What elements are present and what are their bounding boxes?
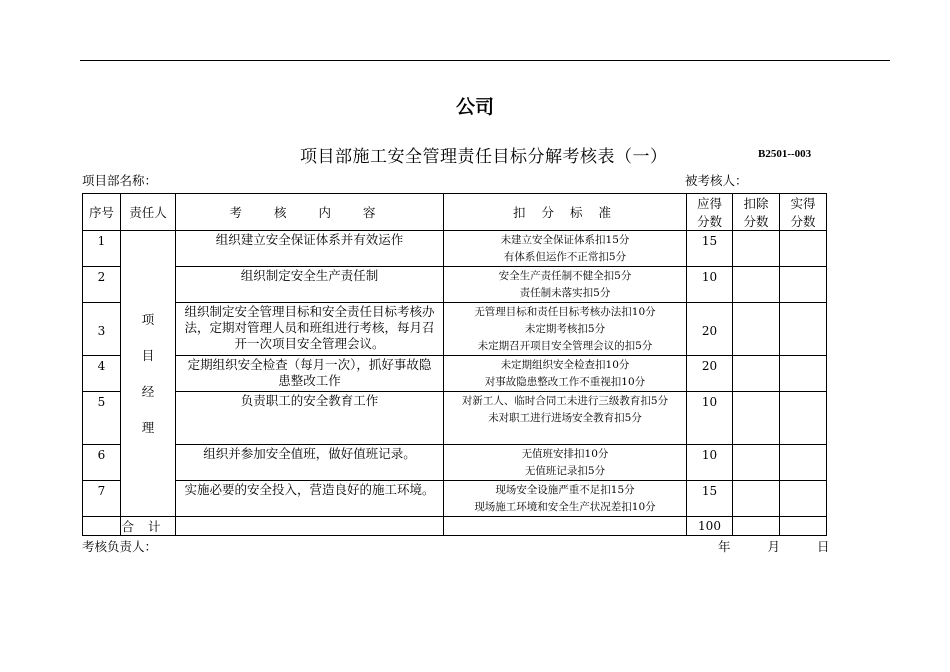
col-deduct-line1: 扣除 — [743, 196, 769, 211]
date-fields — [718, 537, 830, 555]
dept-name-label: 项目部名称： — [82, 173, 158, 188]
total-seq-cell — [83, 517, 121, 536]
row-seq: 5 — [83, 392, 121, 445]
responsible-char: 经 — [141, 383, 155, 399]
row-criteria — [444, 481, 687, 517]
row-due-score: 15 — [687, 481, 733, 517]
row-criteria — [444, 267, 687, 303]
row-content: 组织并参加安全值班，做好值班记录。 — [176, 445, 444, 481]
table-row — [83, 267, 827, 303]
row-seq: 7 — [83, 481, 121, 517]
col-criteria: 扣 分 标 准 — [444, 194, 687, 231]
row-seq: 3 — [83, 303, 121, 356]
responsible-char: 项 — [141, 311, 155, 327]
total-row — [83, 517, 827, 536]
table-row — [83, 445, 827, 481]
criteria-line: 无管理目标和责任目标考核办法扣10分 — [474, 306, 656, 318]
row-criteria — [444, 445, 687, 481]
row-seq: 1 — [83, 231, 121, 267]
col-actual-line1: 实得 — [790, 196, 816, 211]
table-header-row — [83, 194, 827, 231]
row-seq: 6 — [83, 445, 121, 481]
col-actual-score — [780, 194, 827, 231]
row-deduct-score[interactable] — [733, 356, 780, 392]
row-due-score: 10 — [687, 267, 733, 303]
row-deduct-score[interactable] — [733, 231, 780, 267]
col-due-line2: 分数 — [696, 214, 722, 229]
criteria-line: 责任制未落实扣5分 — [519, 287, 611, 299]
col-deduct-line2: 分数 — [743, 214, 769, 229]
form-code: B2501--003 — [758, 148, 812, 160]
table-row — [83, 481, 827, 517]
col-seq: 序号 — [83, 194, 121, 231]
row-content: 组织建立安全保证体系并有效运作 — [176, 231, 444, 267]
criteria-line: 安全生产责任制不健全扣5分 — [498, 270, 632, 282]
month-label: 月 — [767, 539, 781, 554]
criteria-line: 未定期召开项目安全管理会议的扣5分 — [477, 340, 653, 352]
criteria-line: 现场安全设施严重不足扣15分 — [495, 484, 635, 496]
year-label: 年 — [718, 539, 731, 554]
row-criteria — [444, 231, 687, 267]
row-content: 定期组织安全检查（每月一次），抓好事故隐患整改工作 — [176, 356, 444, 392]
total-deduct-score[interactable] — [733, 517, 780, 536]
row-content: 负责职工的安全教育工作 — [176, 392, 444, 445]
criteria-line: 未定期组织安全检查扣10分 — [500, 359, 630, 371]
top-rule — [80, 60, 890, 61]
col-content: 考 核 内 容 — [176, 194, 444, 231]
form-title: 项目部施工安全管理责任目标分解考核表（一） — [300, 147, 668, 167]
row-actual-score[interactable] — [780, 481, 827, 517]
row-content: 组织制定安全生产责任制 — [176, 267, 444, 303]
row-deduct-score[interactable] — [733, 445, 780, 481]
criteria-line: 未定期考核扣5分 — [524, 323, 606, 335]
assessee-label: 被考核人： — [685, 173, 748, 188]
row-due-score: 20 — [687, 356, 733, 392]
row-content: 实施必要的安全投入，营造良好的施工环境。 — [176, 481, 444, 517]
row-actual-score[interactable] — [780, 267, 827, 303]
criteria-line: 未对职工进行进场安全教育扣5分 — [488, 412, 642, 424]
day-label: 日 — [817, 539, 830, 554]
row-seq: 2 — [83, 267, 121, 303]
col-due-line1: 应得 — [696, 196, 722, 211]
row-actual-score[interactable] — [780, 231, 827, 267]
total-content-cell — [176, 517, 444, 536]
responsible-person-cell — [121, 231, 176, 517]
total-label: 合计 — [121, 517, 176, 536]
responsible-char: 理 — [141, 419, 155, 435]
row-actual-score[interactable] — [780, 445, 827, 481]
row-deduct-score[interactable] — [733, 392, 780, 445]
row-deduct-score[interactable] — [733, 303, 780, 356]
row-actual-score[interactable] — [780, 303, 827, 356]
table-row — [83, 392, 827, 445]
col-deduct-score — [733, 194, 780, 231]
row-criteria — [444, 356, 687, 392]
row-deduct-score[interactable] — [733, 481, 780, 517]
row-due-score: 10 — [687, 392, 733, 445]
criteria-line: 无值班安排扣10分 — [521, 448, 609, 460]
assessment-table — [82, 193, 827, 536]
total-actual-score[interactable] — [780, 517, 827, 536]
row-seq: 4 — [83, 356, 121, 392]
row-criteria — [444, 303, 687, 356]
responsible-char: 目 — [141, 347, 155, 363]
total-criteria-cell — [444, 517, 687, 536]
row-deduct-score[interactable] — [733, 267, 780, 303]
total-due-score: 100 — [687, 517, 733, 536]
table-row — [83, 231, 827, 267]
criteria-line: 无值班记录扣5分 — [524, 465, 606, 477]
row-due-score: 10 — [687, 445, 733, 481]
criteria-line: 现场施工环境和安全生产状况差扣10分 — [474, 501, 656, 513]
table-row — [83, 356, 827, 392]
criteria-line: 未建立安全保证体系扣15分 — [500, 234, 630, 246]
criteria-line: 有体系但运作不正常扣5分 — [503, 251, 627, 263]
row-content: 组织制定安全管理目标和安全责任目标考核办法，定期对管理人员和班组进行考核，每月召开一次项目安全管理会议。 — [176, 303, 444, 356]
table-row — [83, 303, 827, 356]
company-name: 公司 — [455, 96, 494, 118]
assessment-lead-label: 考核负责人： — [82, 539, 158, 554]
criteria-line: 对事故隐患整改工作不重视扣10分 — [484, 376, 646, 388]
col-due-score — [687, 194, 733, 231]
row-criteria — [444, 392, 687, 445]
row-due-score: 20 — [687, 303, 733, 356]
row-actual-score[interactable] — [780, 392, 827, 445]
row-due-score: 15 — [687, 231, 733, 267]
row-actual-score[interactable] — [780, 356, 827, 392]
col-responsible: 责任人 — [121, 194, 176, 231]
col-actual-line2: 分数 — [790, 214, 816, 229]
criteria-line: 对新工人、临时合同工未进行三级教育扣5分 — [461, 395, 669, 407]
